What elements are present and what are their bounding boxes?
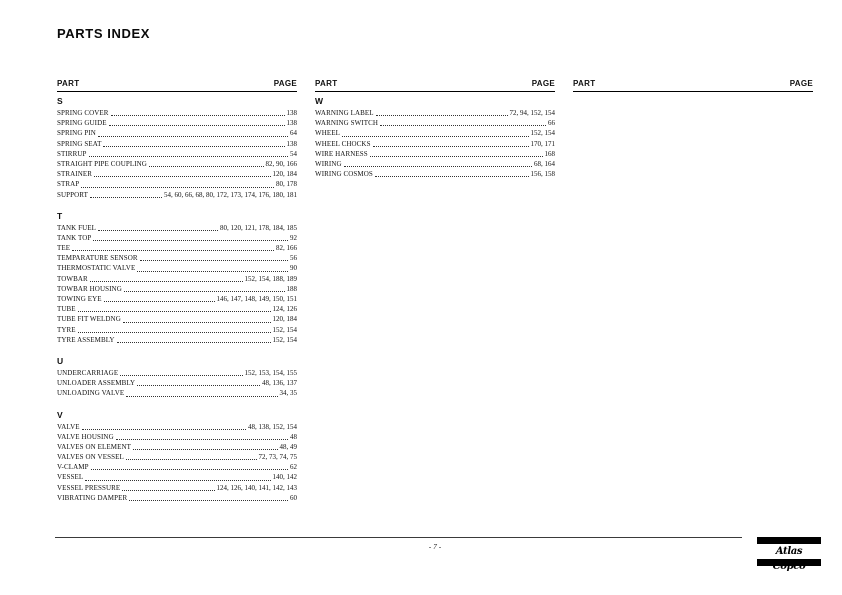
page-column-header: PAGE	[789, 79, 813, 88]
dot-leader	[376, 115, 508, 116]
index-entry	[57, 263, 297, 273]
index-entry	[315, 108, 555, 118]
section-letter: S	[57, 96, 63, 106]
logo-top-bar	[757, 537, 821, 544]
dot-leader	[91, 469, 288, 470]
part-name: SPRING GUIDE	[57, 119, 107, 128]
index-entry	[57, 462, 297, 472]
dot-leader	[89, 156, 289, 157]
index-column	[573, 79, 813, 514]
index-entry	[57, 284, 297, 294]
index-entry	[57, 304, 297, 314]
page-column-header: PAGE	[531, 79, 555, 88]
part-name: STIRRUP	[57, 149, 87, 158]
dot-leader	[380, 125, 546, 126]
footer-divider	[55, 537, 742, 538]
part-name: TEMPARATURE SENSOR	[57, 254, 138, 263]
part-name: TUBE	[57, 305, 76, 314]
page-numbers: 72, 73, 74, 75	[258, 453, 297, 462]
section-letter: W	[315, 96, 324, 106]
part-name: VALVE HOUSING	[57, 432, 114, 441]
page-numbers: 152, 154, 188, 189	[244, 274, 297, 283]
dot-leader	[126, 396, 277, 397]
part-name: VALVES ON VESSEL	[57, 453, 124, 462]
part-name: TANK FUEL	[57, 223, 97, 232]
part-name: WIRING	[315, 159, 342, 168]
index-entry	[57, 483, 297, 493]
index-entry	[315, 118, 555, 128]
part-column-header: PART	[573, 79, 596, 88]
page-numbers: 138	[286, 119, 297, 128]
index-entry	[57, 128, 297, 138]
index-entry	[57, 169, 297, 179]
dot-leader	[104, 301, 215, 302]
part-name: TEE	[57, 244, 71, 253]
part-name: WARNING SWITCH	[315, 119, 379, 128]
index-entry	[57, 253, 297, 263]
dot-leader	[149, 166, 264, 167]
page-numbers: 92	[290, 233, 297, 242]
part-name: TUBE FIT WELDNG	[57, 315, 121, 324]
dot-leader	[137, 271, 288, 272]
index-entry	[57, 294, 297, 304]
section-letter: T	[57, 210, 63, 221]
index-entry	[57, 325, 297, 335]
page-numbers: 152, 153, 154, 155	[244, 368, 297, 377]
page-numbers: 168	[544, 149, 555, 158]
index-entry	[57, 314, 297, 324]
page-numbers: 48, 49	[279, 442, 297, 451]
page-numbers: 66	[548, 119, 555, 128]
part-name: UNDERCARRIAGE	[57, 368, 119, 377]
part-name: SPRING SEAT	[57, 139, 102, 148]
part-name: STRAIGHT PIPE COUPLING	[57, 159, 147, 168]
page-numbers: 68, 164	[534, 159, 555, 168]
dot-leader	[124, 291, 285, 292]
part-name: VESSEL	[57, 473, 84, 482]
page-numbers: 48, 138, 152, 154	[248, 422, 297, 431]
parts-index-columns	[57, 79, 813, 514]
index-entry	[57, 422, 297, 432]
page-numbers: 188	[286, 284, 297, 293]
dot-leader	[129, 500, 288, 501]
index-column	[315, 79, 555, 514]
index-entry	[57, 149, 297, 159]
page-numbers: 56	[290, 254, 297, 263]
dot-leader	[137, 385, 260, 386]
part-name: WIRE HARNESS	[315, 149, 368, 158]
page-numbers: 124, 126	[272, 305, 297, 314]
dot-leader	[103, 146, 284, 147]
page-numbers: 82, 90, 166	[265, 159, 297, 168]
page-numbers: 80, 178	[276, 180, 297, 189]
dot-leader	[98, 230, 218, 231]
dot-leader	[123, 322, 271, 323]
section-letter: U	[57, 355, 64, 366]
part-name: TYRE ASSEMBLY	[57, 335, 115, 344]
dot-leader	[120, 375, 242, 376]
index-entry	[57, 378, 297, 388]
dot-leader	[111, 115, 285, 116]
dot-leader	[370, 156, 543, 157]
index-entry	[315, 159, 555, 169]
index-entry	[315, 128, 555, 138]
dot-leader	[72, 250, 274, 251]
index-entry	[57, 388, 297, 398]
index-column	[57, 79, 297, 514]
page-numbers: 60	[290, 493, 297, 502]
page-numbers: 64	[290, 129, 297, 138]
index-entry	[315, 169, 555, 179]
dot-leader	[82, 429, 246, 430]
dot-leader	[122, 490, 214, 491]
part-name: SPRING PIN	[57, 129, 96, 138]
dot-leader	[90, 197, 162, 198]
page-numbers: 34, 35	[279, 389, 297, 398]
index-entry	[57, 368, 297, 378]
part-name: V-CLAMP	[57, 463, 89, 472]
part-name: WARNING LABEL	[315, 109, 374, 117]
dot-leader	[116, 439, 288, 440]
index-entry	[57, 233, 297, 243]
index-entry	[57, 108, 297, 118]
page-numbers: 48, 136, 137	[262, 379, 297, 388]
page-column-header: PAGE	[273, 79, 297, 88]
part-name: WHEEL	[315, 129, 340, 138]
column-header	[573, 79, 813, 92]
page-numbers: 82, 166	[276, 244, 297, 253]
page-title: PARTS INDEX	[57, 26, 151, 41]
part-column-header: PART	[315, 79, 338, 88]
part-name: SPRING COVER	[57, 109, 109, 117]
index-section-t	[57, 211, 297, 345]
dot-leader	[140, 260, 288, 261]
dot-leader	[117, 342, 271, 343]
dot-leader	[81, 187, 274, 188]
page-numbers: 62	[290, 463, 297, 472]
page-numbers: 48	[290, 432, 297, 441]
section-letter: V	[57, 409, 63, 420]
index-section-v	[57, 410, 297, 504]
index-entry	[57, 190, 297, 200]
part-name: VIBRATING DAMPER	[57, 493, 128, 502]
index-entry	[57, 335, 297, 345]
page-numbers: 138	[286, 109, 297, 117]
part-name: TYRE	[57, 325, 76, 334]
dot-leader	[93, 240, 288, 241]
dot-leader	[94, 176, 270, 177]
part-name: STRAP	[57, 180, 80, 189]
page-numbers: 90	[290, 264, 297, 273]
part-name: WHEEL CHOCKS	[315, 139, 371, 148]
dot-leader	[85, 480, 270, 481]
index-entry	[57, 118, 297, 128]
index-entry	[57, 472, 297, 482]
dot-leader	[109, 125, 285, 126]
part-name: UNLOADING VALVE	[57, 389, 125, 398]
logo-wordmark: Atlas Copco	[772, 545, 806, 572]
index-section-u	[57, 356, 297, 399]
page-numbers: 170, 171	[530, 139, 555, 148]
part-name: VALVE	[57, 422, 80, 431]
part-name: UNLOADER ASSEMBLY	[57, 379, 136, 388]
index-entry	[57, 452, 297, 462]
page-numbers: 120, 184	[272, 315, 297, 324]
part-name: TOWING EYE	[57, 295, 102, 303]
page-numbers: 120, 184	[272, 170, 297, 179]
index-entry	[57, 432, 297, 442]
dot-leader	[133, 449, 277, 450]
page-numbers: 156, 158	[530, 170, 555, 179]
index-entry	[315, 139, 555, 149]
dot-leader	[78, 311, 271, 312]
column-header	[57, 79, 297, 92]
page-numbers: 138	[286, 139, 297, 148]
dot-leader	[126, 459, 257, 460]
dot-leader	[90, 281, 243, 282]
page-numbers: 54, 60, 66, 68, 80, 172, 173, 174, 176, 180, 181	[164, 190, 297, 199]
dot-leader	[78, 332, 271, 333]
part-name: SUPPORT	[57, 190, 89, 199]
part-name: TOWBAR HOUSING	[57, 284, 122, 293]
page-numbers: 54	[290, 149, 297, 158]
dot-leader	[375, 176, 529, 177]
page-numbers: 152, 154	[272, 325, 297, 334]
index-entry	[57, 442, 297, 452]
page-numbers: 80, 120, 121, 178, 184, 185	[220, 223, 297, 232]
part-name: TOWBAR	[57, 274, 88, 283]
index-entry	[57, 274, 297, 284]
page-numbers: 124, 126, 140, 141, 142, 143	[216, 483, 297, 492]
dot-leader	[344, 166, 532, 167]
index-entry	[57, 223, 297, 233]
dot-leader	[373, 146, 529, 147]
column-header	[315, 79, 555, 92]
page-numbers: 152, 154	[530, 129, 555, 138]
part-name: WIRING COSMOS	[315, 170, 373, 179]
part-name: STRAINER	[57, 170, 93, 179]
index-section-s	[57, 96, 297, 200]
part-name: TANK TOP	[57, 233, 92, 242]
page-numbers: 140, 142	[272, 473, 297, 482]
part-name: VESSEL PRESSURE	[57, 483, 121, 492]
part-name: VALVES ON ELEMENT	[57, 442, 132, 451]
index-entry	[57, 243, 297, 253]
atlas-copco-logo	[757, 537, 821, 572]
page-numbers: 72, 94, 152, 154	[509, 109, 555, 117]
index-entry	[57, 159, 297, 169]
index-entry	[57, 139, 297, 149]
dot-leader	[342, 136, 529, 137]
part-name: THERMOSTATIC VALVE	[57, 264, 136, 273]
index-entry	[57, 493, 297, 503]
index-section-w	[315, 96, 555, 179]
page-numbers: 152, 154	[272, 335, 297, 344]
index-entry	[315, 149, 555, 159]
dot-leader	[98, 136, 288, 137]
index-entry	[57, 179, 297, 189]
part-column-header: PART	[57, 79, 80, 88]
page-number: - 7 -	[428, 542, 442, 551]
page-numbers: 146, 147, 148, 149, 150, 151	[216, 295, 297, 303]
